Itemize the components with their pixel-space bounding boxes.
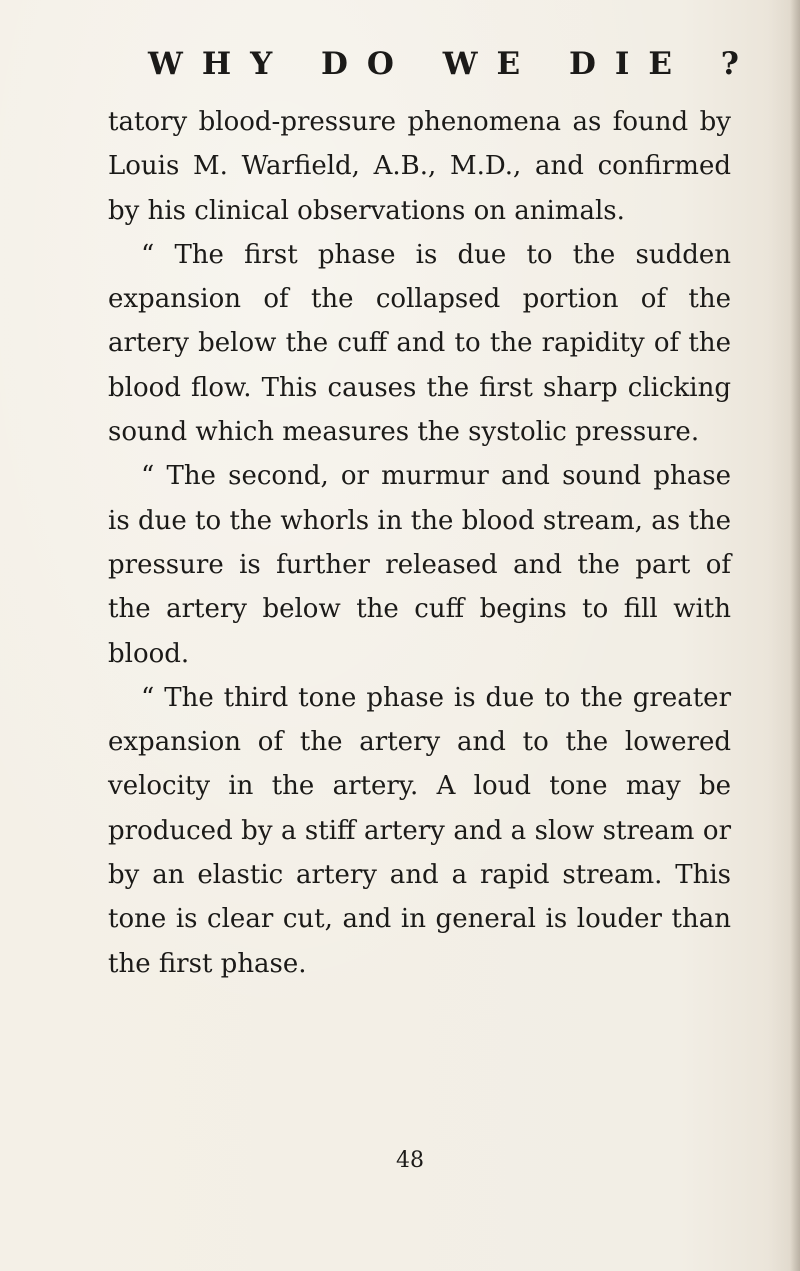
paragraph-continuation: tatory blood-pressure phenomena as found by Louis M. Warfield, A.B., M.D., and confirmed by his clinical observations on animals. [108, 107, 731, 226]
paragraph-second-phase: “ The second, or murmur and sound phase is due to the whorls in the blood stream, as the pressure is further released and the part of the artery below the cuff begins to fill with blood. [108, 461, 731, 669]
paragraph-first-phase: “ The first phase is due to the sudden expansion of the collapsed portion of the artery below the cuff and to the rapidity of the blood flow. This causes the first sharp clicking sound which measures the systolic pressure. [108, 239, 731, 448]
paragraph-third-phase: “ The third tone phase is due to the greater expansion of the artery and to the lowered velocity in the artery. A loud tone may be produced by a stiff artery and a slow stream or by an elastic artery and a rapid stream. This tone is clear cut, and in general is louder than the first phase. [108, 682, 731, 979]
body-text [108, 100, 731, 986]
page-number: 48 [396, 1148, 424, 1173]
running-head: WHY DO WE DIE ? [148, 46, 758, 82]
page-edge-shadow [790, 0, 800, 1271]
